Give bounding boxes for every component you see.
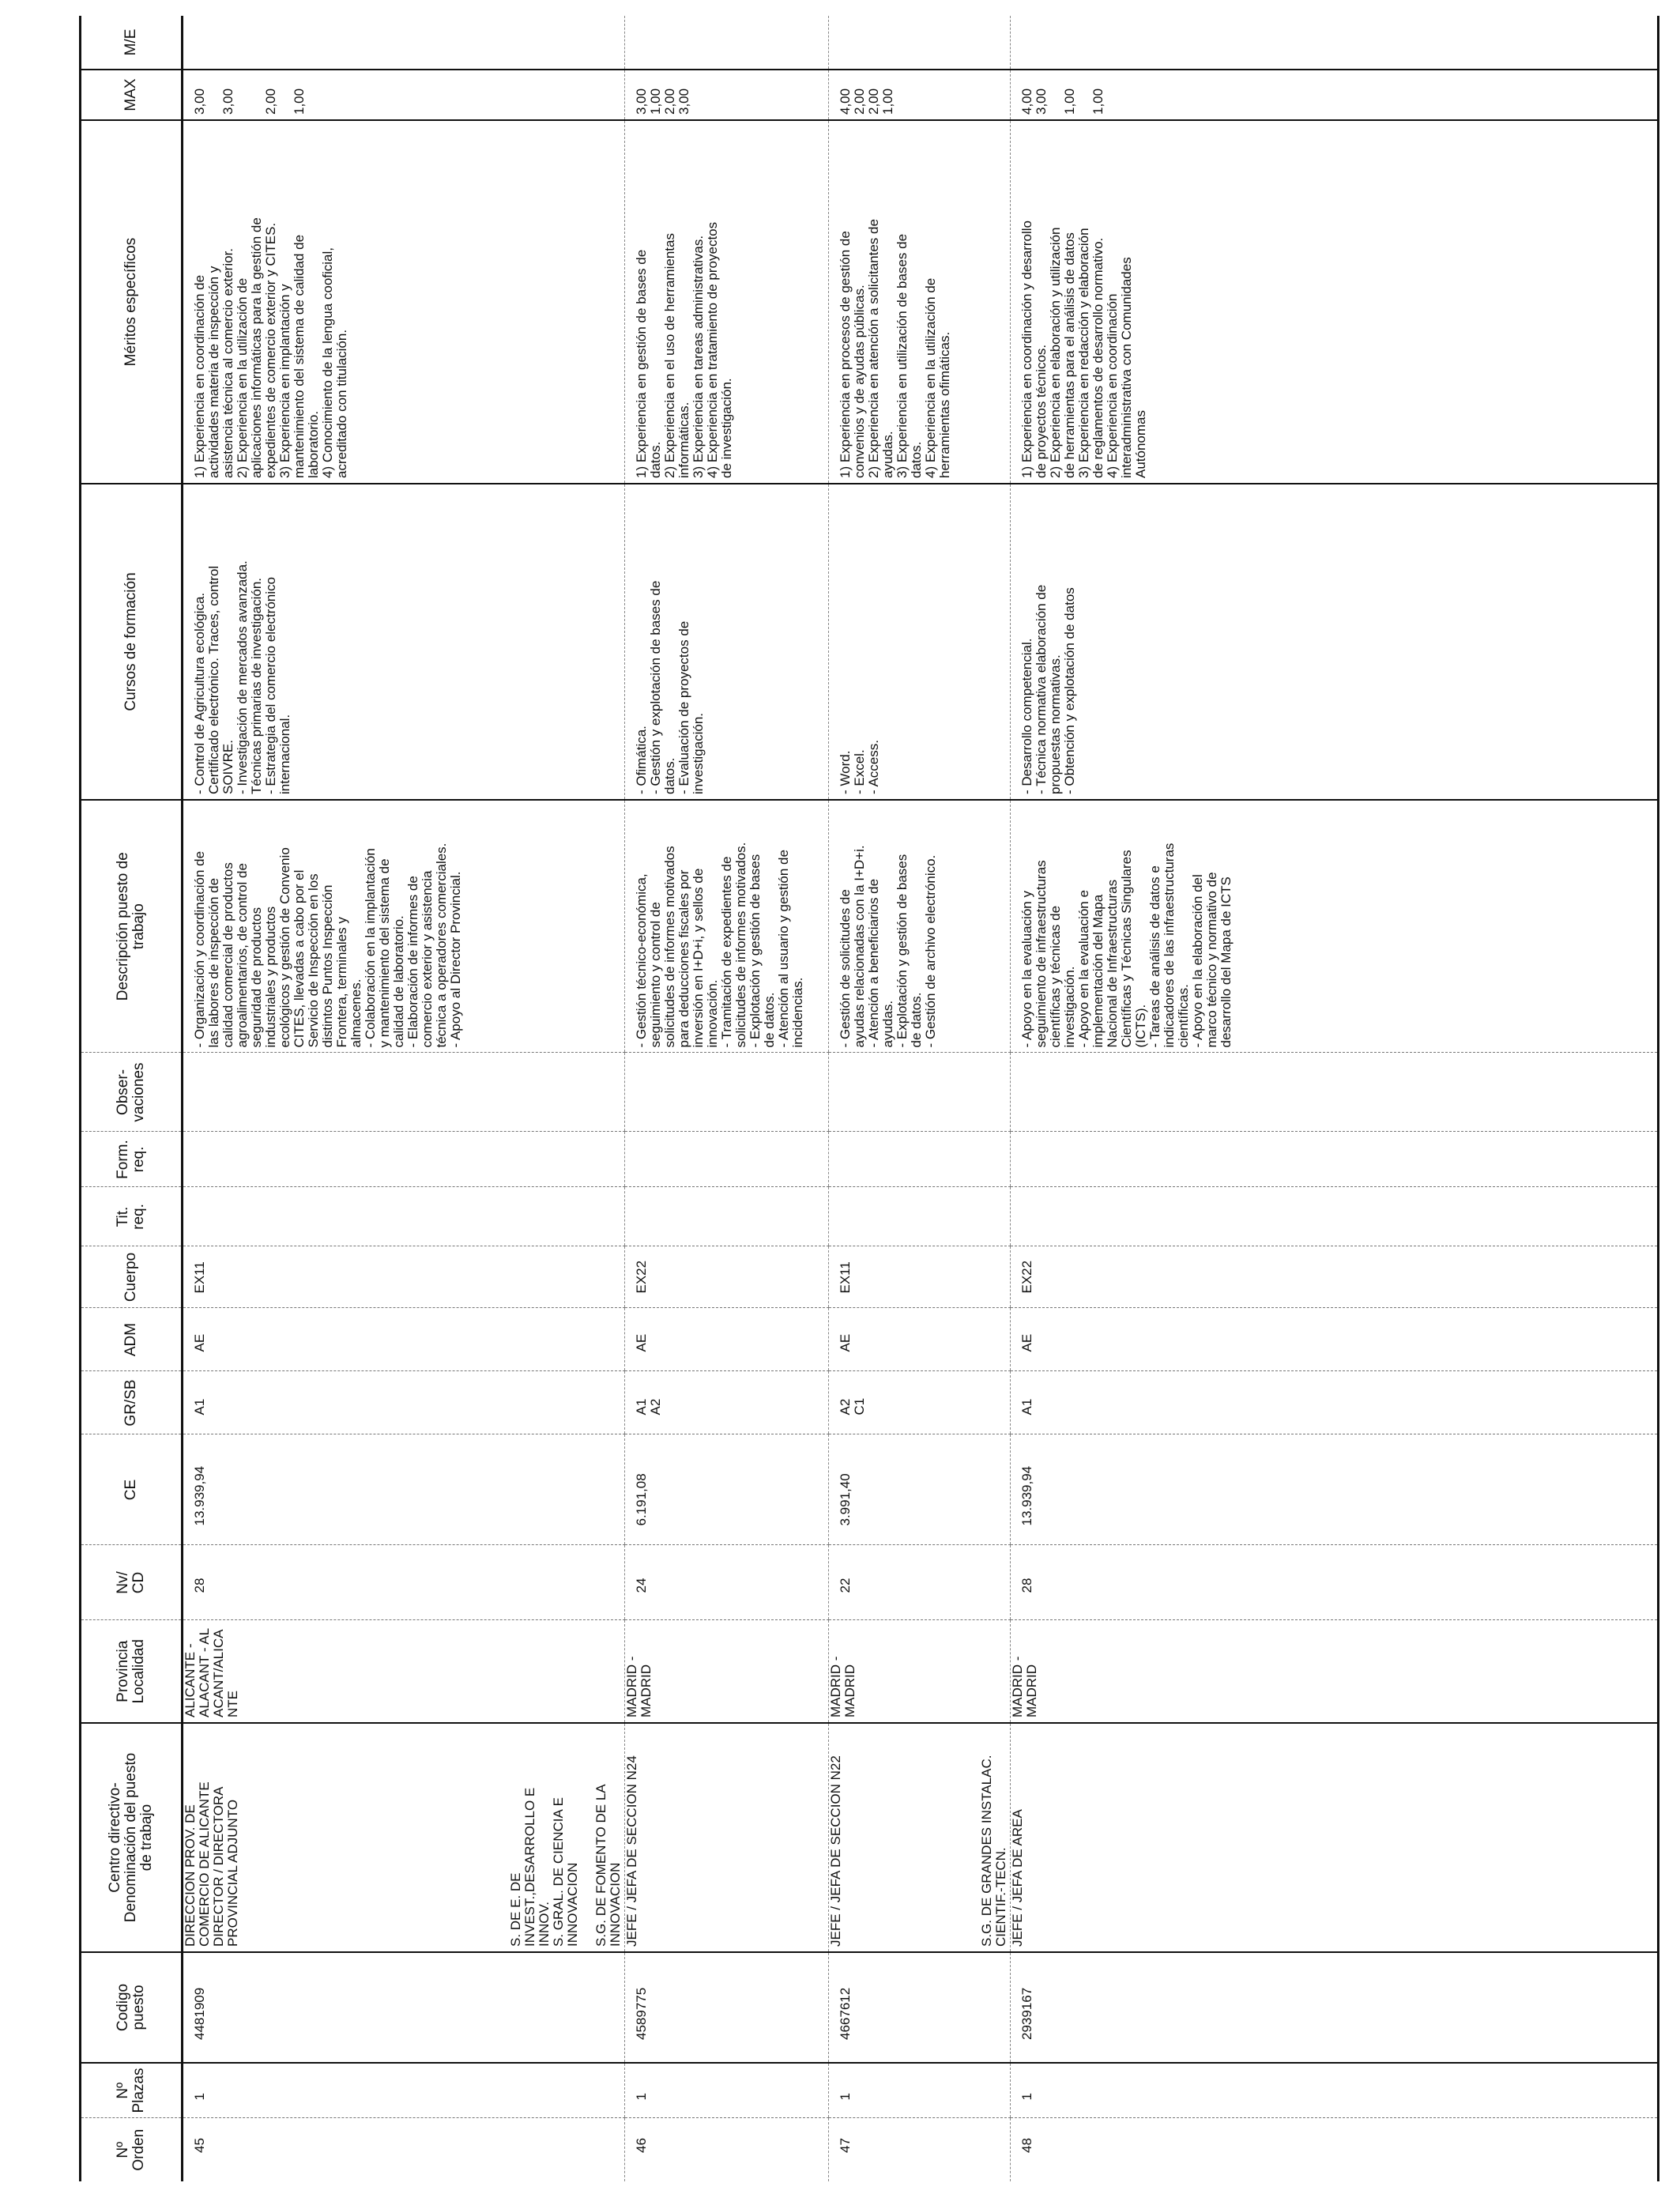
cursos-cell: - Ofimática. - Gestión y explotación de bases de datos. - Evaluación de proyectos de investigación. xyxy=(625,484,829,800)
orden-cell: 46 xyxy=(634,2138,649,2153)
plazas-cell: 1 xyxy=(1011,2063,1659,2118)
header-codigo: Codigo puesto xyxy=(81,1952,183,2063)
nivel-cell: 24 xyxy=(625,1545,829,1620)
plazas-cell: 1 xyxy=(829,2063,1011,2118)
me-cell xyxy=(1011,16,1659,70)
adm-cell: AE xyxy=(1011,1308,1659,1371)
header-nivel: Nv/ CD xyxy=(81,1545,183,1620)
observaciones-cell xyxy=(625,1053,829,1132)
header-centro: Centro directivo- Denominación del puesto de trabajo xyxy=(81,1723,183,1952)
meritos-cell: 1) Experiencia en coordinación de actividades materia de inspección y asistencia técnica al comercio exterior. 2) Experiencia en la utilización de aplicaciones informáticas para la gestión de expedientes de comercio exterior y CITES. 3) Experiencia en implantación y mantenimiento del sistema de calidad de laboratorio. 4) Conocimiento de la lengua cooficial, acreditado con titulación. xyxy=(183,120,625,484)
header-formacion: Form. req. xyxy=(81,1132,183,1187)
codigo-cell: 4667612 xyxy=(829,1952,1011,2063)
adm-cell: AE xyxy=(625,1308,829,1371)
plazas-cell: 1 xyxy=(183,2063,625,2118)
header-provincia: Provincia Localidad xyxy=(81,1620,183,1723)
provincia-cell: ALICANTE - ALACANT - AL ACANT/ALICA NTE xyxy=(183,1620,625,1723)
orden-cell: 47 xyxy=(838,2138,853,2153)
centro-cell xyxy=(625,1723,829,1952)
descripcion-cell: - Organización y coordinación de las labores de inspección de calidad comercial de productos agroalimentarios, de control de seguridad de productos industriales y productos ecológicos y gestión de Convenio CITES, llevadas a cabo por el Servicio de Inspección en los distintos Puntos Inspección Frontera, terminales y almacenes. - Colaboración en la implantación y mantenimiento del sistema de calidad de laboratorio. - Elaboración de informes de comercio exterior y asistencia técnica a operadores comerciales. - Apoyo al Director Provincial. xyxy=(183,800,625,1053)
observaciones-cell xyxy=(829,1053,1011,1132)
observaciones-cell xyxy=(1011,1053,1659,1132)
descripcion-cell: - Apoyo en la evaluación y seguimiento de infraestructuras científicas y técnicas de investigación. - Apoyo en la evaluación e implementación del Mapa Nacional de Infraestructuras Científicas y Técnicas Singulares (ICTS). - Tareas de análisis de datos e indicadores de las infraestructuras científicas. - Apoyo en la elaboración del marco técnico y normativo de desarrollo del Mapa de ICTS xyxy=(1011,800,1659,1053)
centro-section-label: S. DE E. DE INVEST.,DESARROLLO E INNOV. S. GRAL. DE CIENCIA E INNOVACION S.G. DE FOMENTO DE LA INNOVACION xyxy=(508,1784,623,1947)
provincia-cell: MADRID - MADRID xyxy=(829,1620,1011,1723)
descripcion-cell: - Gestión técnico-económica, seguimiento y control de solicitudes de informes motivados para deducciones fiscales por inversión en I+D+i, y sellos de innovación. - Tramitación de expedientes de solicitudes de informes motivados. - Explotación y gestión de bases de datos. - Atención al usuario y gestión de incidencias. xyxy=(625,800,829,1053)
header-descripcion: Descripción puesto de trabajo xyxy=(81,800,183,1053)
formacion-cell xyxy=(625,1132,829,1187)
header-grupo: GR/SB xyxy=(81,1371,183,1434)
me-cell xyxy=(625,16,829,70)
header-adm: ADM xyxy=(81,1308,183,1371)
ce-cell: 6.191,08 xyxy=(625,1434,829,1545)
titulacion-cell xyxy=(829,1187,1011,1246)
max-cell: 3,00 3,00 2,00 1,00 xyxy=(183,70,625,120)
cursos-cell: - Desarrollo competencial. - Técnica normativa elaboración de propuestas normativas. - Obtención y explotación de datos xyxy=(1011,484,1659,800)
header-titulacion: Tit. req. xyxy=(81,1187,183,1246)
nivel-cell: 22 xyxy=(829,1545,1011,1620)
centro-cell xyxy=(829,1723,1011,1952)
adm-cell: AE xyxy=(829,1308,1011,1371)
puesto-label: DIRECTOR / DIRECTORA PROVINCIAL ADJUNTO xyxy=(211,1786,240,1947)
header-me: M/E xyxy=(81,16,183,70)
meritos-cell: 1) Experiencia en gestión de bases de datos. 2) Experiencia en el uso de herramientas informáticas. 3) Experiencia en tareas administrativas. 4) Experiencia en tratamiento de proyectos de investigación. xyxy=(625,120,829,484)
table-row xyxy=(829,16,1011,2181)
header-observaciones: Obser- vaciones xyxy=(81,1053,183,1132)
centro-section-label: DIRECCION PROV. DE COMERCIO DE ALICANTE xyxy=(183,1781,212,1947)
header-max: MAX xyxy=(81,70,183,120)
puesto-label: JEFE / JEFA DE SECCION N22 xyxy=(828,1755,843,1947)
grupo-cell: A1 A2 xyxy=(625,1371,829,1434)
orden-cell: 48 xyxy=(1019,2138,1034,2153)
header-orden: Nº Orden xyxy=(81,2118,183,2181)
cuerpo-cell: EX11 xyxy=(829,1246,1011,1308)
codigo-cell: 4481909 xyxy=(183,1952,625,2063)
header-row xyxy=(81,16,183,2181)
puesto-label: JEFE / JEFA DE AREA xyxy=(1010,1809,1025,1947)
table-row xyxy=(183,16,625,2181)
max-cell: 3,00 1,00 2,00 3,00 xyxy=(625,70,829,120)
plazas-cell: 1 xyxy=(625,2063,829,2118)
ce-cell: 13.939,94 xyxy=(183,1434,625,1545)
meritos-cell: 1) Experiencia en coordinación y desarrollo de proyectos técnicos. 2) Experiencia en elaboración y utilización de herramientas para el análisis de datos 3) Experiencia en redacción y elaboración de reglamentos de desarrollo normativo. 4) Experiencia en coordinación interadministrativa con Comunidades Autónomas xyxy=(1011,120,1659,484)
grupo-cell: A2 C1 xyxy=(829,1371,1011,1434)
centro-cell xyxy=(183,1723,625,1952)
table-row xyxy=(1011,16,1659,2181)
header-plazas: Nº Plazas xyxy=(81,2063,183,2118)
titulacion-cell xyxy=(1011,1187,1659,1246)
header-meritos: Méritos específicos xyxy=(81,120,183,484)
me-cell xyxy=(183,16,625,70)
cursos-cell: - Control de Agricultura ecológica. Certificado electrónico. Traces, control SOIVRE. - Investigación de mercados avanzada. Técnicas primarias de investigación. - Estrategia del comercio electrónico internacional. xyxy=(183,484,625,800)
centro-cell xyxy=(1011,1723,1659,1952)
table-row xyxy=(625,16,829,2181)
codigo-cell: 2939167 xyxy=(1011,1952,1659,2063)
formacion-cell xyxy=(1011,1132,1659,1187)
provincia-cell: MADRID - MADRID xyxy=(1011,1620,1659,1723)
puesto-label: JEFE / JEFA DE SECCION N24 xyxy=(624,1755,639,1947)
header-ce: CE xyxy=(81,1434,183,1545)
formacion-cell xyxy=(183,1132,625,1187)
nivel-cell: 28 xyxy=(1011,1545,1659,1620)
codigo-cell: 4589775 xyxy=(625,1952,829,2063)
titulacion-cell xyxy=(625,1187,829,1246)
cuerpo-cell: EX22 xyxy=(625,1246,829,1308)
provincia-cell: MADRID - MADRID xyxy=(625,1620,829,1723)
formacion-cell xyxy=(829,1132,1011,1187)
cursos-cell: - Word. - Excel. - Access. xyxy=(829,484,1011,800)
ce-cell: 13.939,94 xyxy=(1011,1434,1659,1545)
header-cuerpo: Cuerpo xyxy=(81,1246,183,1308)
orden-cell: 45 xyxy=(192,2138,207,2153)
me-cell xyxy=(829,16,1011,70)
observaciones-cell xyxy=(183,1053,625,1132)
nivel-cell: 28 xyxy=(183,1545,625,1620)
titulacion-cell xyxy=(183,1187,625,1246)
adm-cell: AE xyxy=(183,1308,625,1371)
ce-cell: 3.991,40 xyxy=(829,1434,1011,1545)
cuerpo-cell: EX22 xyxy=(1011,1246,1659,1308)
rotated-table-sheet xyxy=(79,28,1652,2181)
grupo-cell: A1 xyxy=(1011,1371,1659,1434)
centro-section-label: S.G. DE GRANDES INSTALAC. CIENTIF.-TECN. xyxy=(979,1755,1008,1947)
max-cell: 4,00 2,00 2,00 1,00 xyxy=(829,70,1011,120)
grupo-cell: A1 xyxy=(183,1371,625,1434)
cuerpo-cell: EX11 xyxy=(183,1246,625,1308)
meritos-cell: 1) Experiencia en procesos de gestión de convenios y de ayudas públicas. 2) Experiencia en atención a solicitantes de ayudas. 3) Experiencia en utilización de bases de datos. 4) Experiencia en la utilización de herramientas ofimáticas. xyxy=(829,120,1011,484)
header-cursos: Cursos de formación xyxy=(81,484,183,800)
job-positions-table xyxy=(79,16,1659,2181)
descripcion-cell: - Gestión de solicitudes de ayudas relacionadas con la I+D+i. - Atención a beneficiarios de ayudas. - Explotación y gestión de bases de datos. - Gestión de archivo electrónico. xyxy=(829,800,1011,1053)
max-cell: 4,00 3,00 1,00 1,00 xyxy=(1011,70,1659,120)
